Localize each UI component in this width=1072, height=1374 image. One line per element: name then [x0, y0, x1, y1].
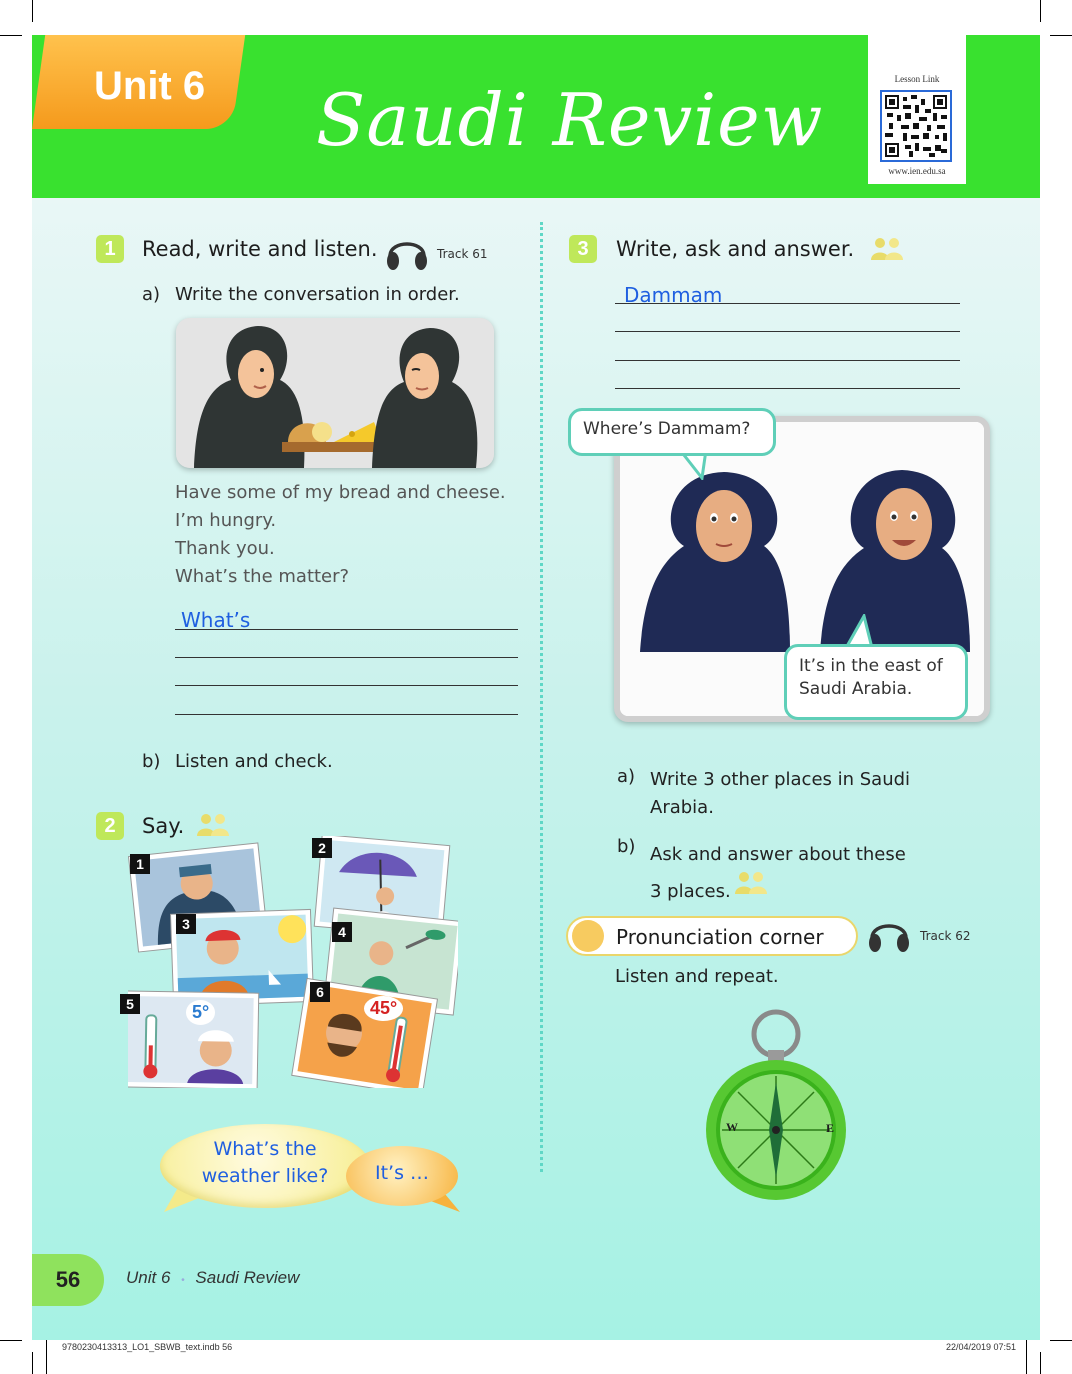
picture-number-3: 3 [176, 914, 196, 934]
pair-work-icon [196, 812, 230, 836]
track-61-label: Track 61 [437, 247, 488, 261]
crop-mark [0, 1340, 22, 1341]
slug-filename: 9780230413313_LO1_SBWB_text.indb 56 [62, 1342, 233, 1352]
answer-bubble [346, 1146, 458, 1206]
crop-mark [32, 0, 33, 22]
crop-mark [1040, 1352, 1041, 1374]
lesson-link-caption: Lesson Link [894, 74, 940, 84]
thermometer-label-cold: 5° [186, 1000, 215, 1025]
answer-speech-bubble [784, 644, 968, 720]
question-bubble-text: What’s the weather like? [201, 1138, 329, 1187]
qr-code-icon[interactable] [880, 90, 952, 162]
place-answer-example: Dammam [624, 283, 723, 307]
sentence-3: Thank you. [175, 538, 275, 559]
pair-work-icon [870, 236, 904, 260]
crop-mark [0, 35, 22, 36]
page-number: 56 [32, 1254, 104, 1306]
sentence-2: I’m hungry. [175, 510, 277, 531]
answer-line-3[interactable] [175, 685, 518, 686]
pair-work-icon [734, 870, 768, 894]
pronunciation-title: Pronunciation corner [616, 925, 824, 949]
answer-speech-text: It’s in the east of Saudi Arabia. [799, 656, 943, 699]
track-62-label: Track 62 [920, 929, 971, 943]
answer-example: What’s [181, 608, 251, 632]
part-b-instruction: Listen and check. [175, 751, 333, 772]
two-girls-bread-cheese-illustration [176, 318, 494, 468]
part-b-label: b) [142, 751, 161, 772]
section-3-part-b-text: Ask and answer about these 3 places. [650, 844, 906, 902]
picture-number-4: 4 [332, 922, 352, 942]
footer-separator: • [181, 1275, 185, 1286]
weather-pictures-collage [128, 836, 458, 1088]
speech-tail-bottom [838, 614, 878, 648]
place-line-3[interactable] [615, 360, 960, 361]
section-2-badge: 2 [96, 812, 124, 840]
picture-number-5: 5 [120, 994, 140, 1014]
crop-mark [1050, 1340, 1072, 1341]
place-line-1[interactable] [615, 303, 960, 304]
footer-title: Saudi Review [195, 1268, 300, 1287]
page-title: Saudi Review [316, 78, 824, 162]
footer-unit: Unit 6 [126, 1268, 171, 1287]
section-3-part-b-label: b) [617, 836, 636, 857]
section-3-part-a-label: a) [617, 766, 636, 787]
section-3-badge: 3 [569, 235, 597, 263]
pronunciation-instruction: Listen and repeat. [615, 966, 779, 987]
lesson-link-box[interactable] [868, 0, 966, 184]
picture-number-1: 1 [130, 854, 150, 874]
compass-east-label: E [826, 1121, 835, 1135]
compass-west-label: W [726, 1120, 738, 1134]
answer-line-2[interactable] [175, 657, 518, 658]
footer-breadcrumb [126, 1268, 299, 1288]
where-bubble-text: Where’s Dammam? [583, 419, 751, 439]
answer-line-4[interactable] [175, 714, 518, 715]
crop-mark [32, 1352, 33, 1374]
section-3-part-a-text: Write 3 other places in Saudi Arabia. [650, 769, 911, 818]
compass-icon [700, 1006, 852, 1204]
where-bubble [568, 408, 776, 456]
pronunciation-dot-icon [572, 920, 604, 952]
column-divider [540, 222, 543, 1172]
sentence-4: What’s the matter? [175, 566, 350, 587]
section-3-heading: Write, ask and answer. [616, 237, 855, 261]
part-a-label: a) [142, 284, 161, 305]
picture-number-2: 2 [312, 838, 332, 858]
answer-bubble-text: It’s … [374, 1162, 430, 1184]
answer-line-1[interactable] [175, 629, 518, 630]
conversation-picture [176, 318, 494, 468]
section-2-heading: Say. [142, 814, 185, 838]
crop-mark [1050, 35, 1072, 36]
place-line-4[interactable] [615, 388, 960, 389]
crop-mark [1040, 0, 1041, 22]
qr-code-graphic [885, 95, 947, 157]
pronunciation-corner-bar [566, 916, 858, 956]
section-1-heading: Read, write and listen. [142, 237, 378, 261]
part-a-instruction: Write the conversation in order. [175, 284, 460, 305]
lesson-link-url[interactable]: www.ien.edu.sa [888, 166, 946, 176]
place-line-2[interactable] [615, 331, 960, 332]
picture-number-6: 6 [310, 982, 330, 1002]
headphones-icon[interactable] [384, 230, 430, 272]
section-1-badge: 1 [96, 235, 124, 263]
headphones-icon[interactable] [866, 912, 912, 954]
sentence-1: Have some of my bread and cheese. [175, 482, 506, 503]
thermometer-label-hot: 45° [364, 996, 403, 1021]
question-bubble [160, 1124, 370, 1208]
unit-label: Unit 6 [94, 64, 206, 108]
slug-date: 22/04/2019 07:51 [946, 1342, 1017, 1352]
